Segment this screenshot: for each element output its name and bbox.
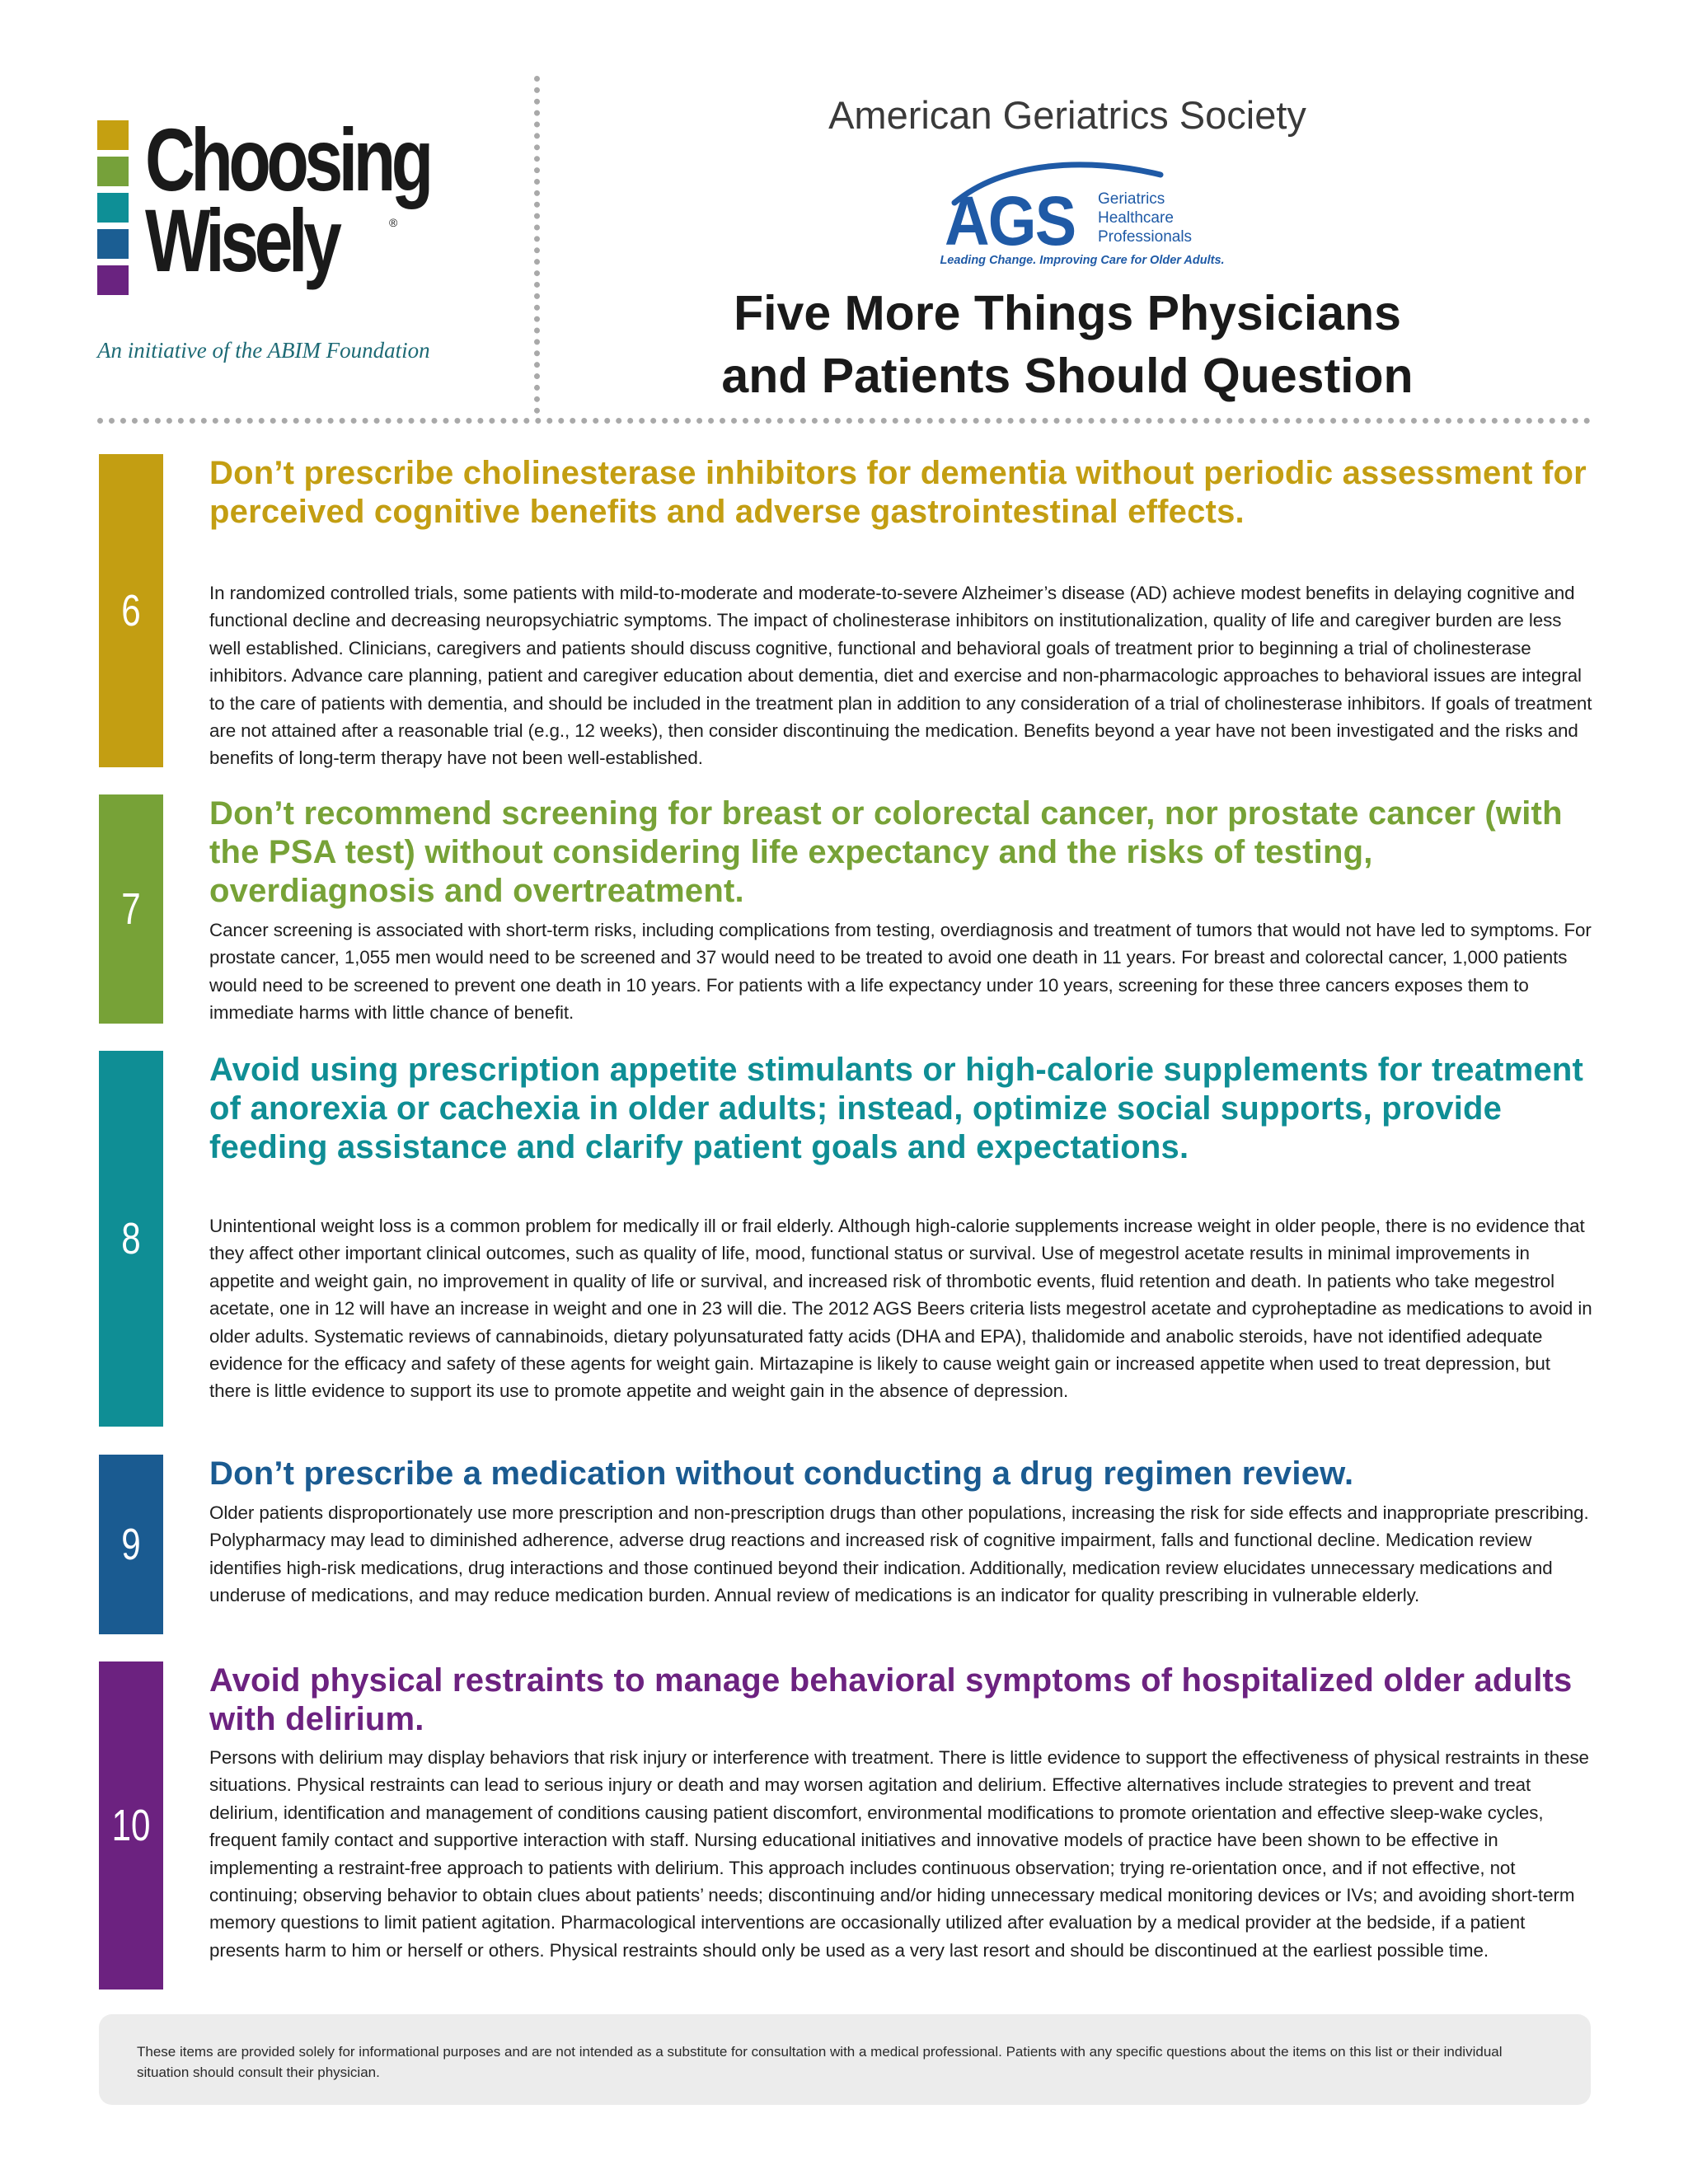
item-number-bar — [99, 1051, 163, 1427]
horizontal-dotted-divider — [97, 418, 1591, 424]
item-number: 6 — [121, 586, 141, 635]
item-body: Older patients disproportionately use more prescription and non-prescription drugs than other populations, increasing the risk for side effects and inappropriate prescribing. Polypharmacy may lead to diminished adherence, adverse drug reactions and increased risk of cognitive impairment, falls and functional decline. Medication review identifies high-risk medications, drug interactions and those continued beyond their indication. Additionally, medication review elucidates unnecessary medications and underuse of medications, and may reduce medication burden. Annual review of medications is an indicator for quality prescribing in vulnerable elderly. — [209, 1502, 1589, 1606]
disclaimer-box — [99, 2014, 1591, 2105]
logo-word-wisely: Wisely — [145, 190, 338, 290]
logo-square — [97, 265, 129, 295]
item-headline: Don’t prescribe cholinesterase inhibitors for dementia without periodic assessment for perceived cognitive benefits and adverse gastrointestinal effects. — [209, 455, 1587, 530]
vertical-dotted-divider — [534, 76, 540, 414]
ags-side-line: Professionals — [1098, 228, 1193, 246]
item-body: Unintentional weight loss is a common problem for medically ill or frail elderly. Although high-calorie supplements increase weight in older people, there is no evidence that they affect other important clinical outcomes, such as quality of life, mood, functional status or survival. Use of megestrol acetate results in minimal improvements in appetite and weight gain, no improvement in quality of life or survival, and increased risk of thrombotic events, fluid retention and death. In patients who take megestrol acetate, one in 12 will have an increase in weight and one in 23 will die. The 2012 AGS Beers criteria lists megestrol acetate and cyproheptadine as medications to avoid in older adults. Systematic reviews of cannabinoids, dietary polyunsaturated fatty acids (DHA and EPA), thalidomide and anabolic steroids, have not identified adequate evidence for the efficacy and safety of these agents for weight gain. Mirtazapine is likely to cause weight gain or increased appetite when used to treat depression, but there is little evidence to support its use to promote appetite and weight gain in the absence of depression. — [209, 1216, 1592, 1402]
logo-square — [97, 157, 129, 186]
item-body: Persons with delirium may display behaviors that risk injury or interference with treatment. There is little evidence to support the effectiveness of physical restraints in these situations. Physical restraints can lead to serious injury or death and may worsen agitation and delirium. Effective alternatives include strategies to prevent and treat delirium, identification and management of conditions causing patient discomfort, environmental modifications to promote orientation and effective sleep-wake cycles, frequent family contact and supportive interaction with staff. Nursing educational initiatives and innovative models of practice have been shown to be effective in implementing a restraint-free approach to patients with delirium. This approach includes continuous observation; trying re-orientation once, and if not effective, not continuing; observing behavior to obtain clues about patients’ needs; discontinuing and/or hiding unnecessary medical monitoring devices or IVs; and avoiding short-term memory questions to limit patient agitation. Pharmacological interventions are occasionally utilized after evaluation by a medical provider at the bedside, if a patient presents harm to him or herself or others. Physical restraints should only be used as a very last resort and should be discontinued at the earliest possible time. — [209, 1747, 1589, 1961]
logo-word-choosing: Choosing — [145, 110, 429, 209]
item-number-bar — [99, 1455, 163, 1634]
item-number: 7 — [121, 884, 141, 934]
logo-color-squares — [97, 120, 130, 302]
society-name: American Geriatrics Society — [828, 93, 1306, 137]
item-number: 8 — [121, 1214, 141, 1263]
item-headline: Avoid using prescription appetite stimulants or high-calorie supplements for treatment of anorexia or cachexia in older adults; instead, optimize social supports, provide feeding assistance and clarify patient goals and expectations. — [209, 1052, 1584, 1165]
ags-slogan: Leading Change. Improving Care for Older Adults. — [940, 254, 1225, 267]
logo-square — [97, 229, 129, 259]
logo-square — [97, 193, 129, 223]
ags-side-line: Healthcare — [1098, 209, 1174, 227]
title-line-1: Five More Things Physicians — [734, 286, 1401, 340]
ags-side-text — [1098, 190, 1192, 246]
item-headline: Avoid physical restraints to manage behavioral symptoms of hospitalized older adults with delirium. — [209, 1662, 1573, 1737]
item-body: Cancer screening is associated with short-term risks, including complications from testing, overdiagnosis and treatment of tumors that would not have led to symptoms. For prostate cancer, 1,055 men would need to be screened and 37 would need to be treated to avoid one death in 11 years. For breast and colorectal cancer, 1,000 patients would need to be screened to prevent one death in 10 years. For patients with a life expectancy under 10 years, screening for these three cancers exposes them to immediate harms with little chance of benefit. — [209, 920, 1592, 1024]
item-number: 9 — [121, 1520, 141, 1569]
item-body: In randomized controlled trials, some patients with mild-to-moderate and moderate-to-severe Alzheimer’s disease (AD) achieve modest benefits in delaying cognitive and functional decline and decreasing neuropsychiatric symptoms. The impact of cholinesterase inhibitors on institutionalization, quality of life and caregiver burden are less well established. Clinicians, caregivers and patients should discuss cognitive, functional and behavioral goals of treatment prior to beginning a trial of cholinesterase inhibitors. Advance care planning, patient and caregiver education about dementia, diet and exercise and non-pharmacologic approaches to behavioral issues are integral to the care of patients with dementia, and should be included in the treatment plan in addition to any consideration of a trial of cholinesterase inhibitors. If goals of treatment are not attained after a reasonable trial (e.g., 12 weeks), then consider discontinuing the medication. Benefits beyond a year have not been investigated and the risks and benefits of long-term therapy have not been well-established. — [209, 583, 1592, 769]
item-number-bar — [99, 454, 163, 767]
item-number-bar — [99, 794, 163, 1024]
ags-side-line: Geriatrics — [1098, 190, 1165, 208]
registered-mark: ® — [389, 216, 398, 229]
item-number-bar — [99, 1661, 163, 1990]
document-title — [577, 282, 1558, 407]
logo-square — [97, 120, 129, 150]
item-number: 10 — [111, 1801, 151, 1850]
logo-tagline: An initiative of the ABIM Foundation — [97, 338, 430, 363]
ags-letters: AGS — [945, 182, 1076, 260]
choosing-wisely-logo — [97, 110, 493, 379]
disclaimer-text: These items are provided solely for informational purposes and are not intended as a substitute for consultation with a medical professional. Patients with any specific questions about the items on this list or their individual situation should consult their physician. — [137, 2044, 1503, 2080]
ags-logo — [905, 157, 1268, 272]
item-headline: Don’t prescribe a medication without conducting a drug regimen review. — [209, 1455, 1354, 1492]
title-line-2: and Patients Should Question — [721, 349, 1414, 403]
item-headline: Don’t recommend screening for breast or colorectal cancer, nor prostate cancer (with the PSA test) without considering life expectancy and the risks of testing, overdiagnosis and overtreatment. — [209, 795, 1563, 909]
